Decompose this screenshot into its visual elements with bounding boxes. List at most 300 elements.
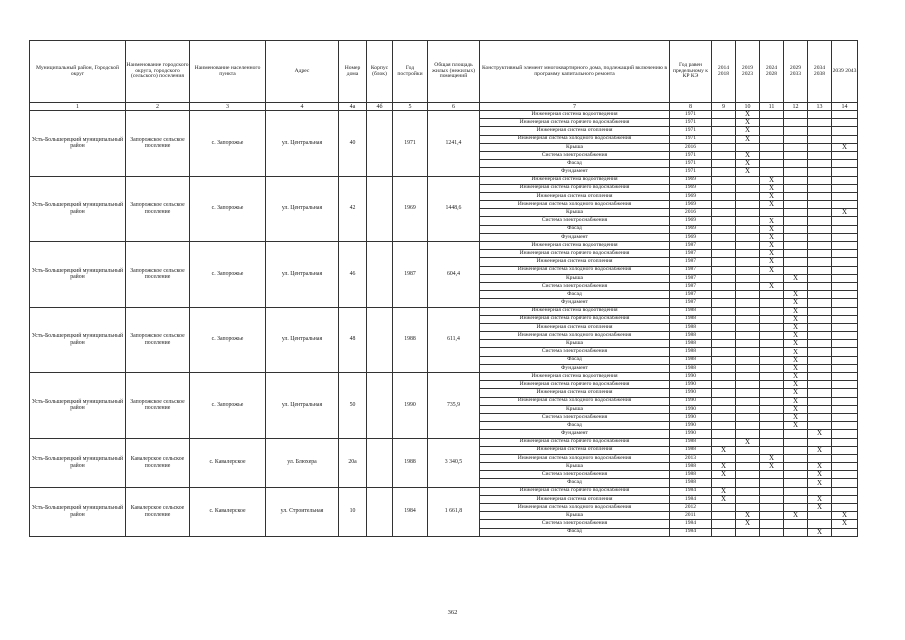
period-cell [712,250,736,258]
period-cell [832,315,858,323]
column-number: 4 [266,103,339,111]
period-cell [832,438,858,446]
period-cell [712,160,736,168]
element-year: 1969 [670,201,712,209]
element-year: 1988 [670,438,712,446]
element-name: Инженерная система горячего водоснабжения [480,438,670,446]
period-mark: X [760,225,784,233]
element-year: 2016 [670,209,712,217]
period-cell [760,430,784,438]
period-cell [808,111,832,119]
element-year: 1990 [670,381,712,389]
period-cell [760,479,784,487]
period-cell [712,135,736,143]
table-row [30,176,858,184]
period-cell [736,397,760,405]
period-cell [832,274,858,282]
period-cell [832,487,858,495]
period-cell [784,242,808,250]
period-cell [808,250,832,258]
period-cell [736,454,760,462]
building-street: ул. Блюхера [266,438,339,487]
building-district: Усть-Большерецкий муниципальный район [30,373,126,439]
element-year: 1971 [670,135,712,143]
period-cell [808,520,832,528]
element-year: 1988 [670,307,712,315]
element-year: 1971 [670,111,712,119]
capital-repair-table [29,40,858,537]
table-row [30,438,858,446]
period-cell [712,282,736,290]
period-mark: X [784,291,808,299]
building-locality: с. Запорожье [190,111,266,177]
column-header: Наименование городского округа, городского (сельского) поселения [126,41,190,103]
element-name: Система электроснабжения [480,151,670,159]
period-cell [832,111,858,119]
period-mark: X [736,438,760,446]
period-cell [760,274,784,282]
period-cell [832,250,858,258]
period-cell [808,413,832,421]
period-cell [808,282,832,290]
column-number: 14 [832,103,858,111]
element-name: Инженерная система горячего водоснабжения [480,381,670,389]
period-cell [736,422,760,430]
period-cell [736,323,760,331]
period-cell [736,282,760,290]
element-name: Фасад [480,356,670,364]
building-house: 42 [339,176,367,242]
element-year: 1987 [670,258,712,266]
column-header: 2014 2018 [712,41,736,103]
period-cell [736,258,760,266]
period-mark: X [712,446,736,454]
period-cell [736,430,760,438]
building-house: 50 [339,373,367,439]
element-name: Инженерная система отопления [480,323,670,331]
period-mark: X [784,373,808,381]
period-cell [736,487,760,495]
period-cell [832,282,858,290]
period-cell [736,242,760,250]
period-cell [712,397,736,405]
period-cell [736,266,760,274]
period-cell [808,233,832,241]
element-name: Фундамент [480,364,670,372]
period-cell [784,127,808,135]
period-cell [712,299,736,307]
period-mark: X [760,258,784,266]
period-mark: X [784,356,808,364]
period-cell [760,405,784,413]
column-number: 4а [339,103,367,111]
period-cell [712,512,736,520]
period-cell [736,332,760,340]
period-cell [808,454,832,462]
period-cell [736,299,760,307]
period-cell [760,160,784,168]
column-header: Наименование населенного пункта [190,41,266,103]
element-name: Фасад [480,528,670,536]
building-area: 3 340,5 [428,438,480,487]
element-year: 1984 [670,520,712,528]
column-number: 7 [480,103,670,111]
period-cell [808,119,832,127]
period-cell [736,356,760,364]
period-mark: X [784,315,808,323]
period-cell [736,446,760,454]
period-cell [736,291,760,299]
period-cell [736,389,760,397]
period-cell [712,454,736,462]
element-year: 1987 [670,291,712,299]
period-mark: X [832,520,858,528]
element-year: 1969 [670,184,712,192]
element-name: Инженерная система горячего водоснабжения [480,184,670,192]
period-cell [808,291,832,299]
period-mark: X [760,250,784,258]
period-cell [808,168,832,176]
period-cell [760,340,784,348]
period-cell [736,479,760,487]
building-block [367,242,393,308]
period-cell [808,242,832,250]
element-year: 1988 [670,364,712,372]
period-mark: X [808,495,832,503]
period-cell [832,495,858,503]
period-cell [712,315,736,323]
period-cell [736,274,760,282]
element-name: Инженерная система водоотведения [480,373,670,381]
period-cell [760,389,784,397]
element-name: Инженерная система горячего водоснабжения [480,315,670,323]
period-mark: X [784,332,808,340]
period-cell [784,438,808,446]
element-year: 1990 [670,405,712,413]
period-cell [784,201,808,209]
period-cell [784,495,808,503]
element-year: 1969 [670,192,712,200]
period-cell [832,217,858,225]
period-cell [712,217,736,225]
period-cell [784,446,808,454]
column-number: 1 [30,103,126,111]
period-cell [712,430,736,438]
period-cell [832,463,858,471]
period-cell [808,151,832,159]
period-cell [712,413,736,421]
element-name: Крыша [480,463,670,471]
column-number: 5 [393,103,428,111]
period-cell [736,463,760,471]
period-cell [736,233,760,241]
period-mark: X [832,143,858,151]
element-name: Фасад [480,479,670,487]
period-cell [784,504,808,512]
period-mark: X [760,217,784,225]
building-street: ул. Центральная [266,176,339,242]
period-mark: X [760,242,784,250]
period-mark: X [808,430,832,438]
period-cell [808,307,832,315]
period-cell [808,143,832,151]
period-cell [784,151,808,159]
element-year: 1969 [670,233,712,241]
building-area: 1241,4 [428,111,480,177]
building-street: ул. Центральная [266,307,339,373]
period-mark: X [736,160,760,168]
period-cell [760,119,784,127]
period-cell [808,323,832,331]
building-locality: с. Кавалерское [190,438,266,487]
period-mark: X [736,127,760,135]
period-cell [808,389,832,397]
period-cell [808,381,832,389]
period-mark: X [808,528,832,536]
period-mark: X [736,168,760,176]
period-mark: X [712,463,736,471]
element-name: Инженерная система холодного водоснабжения [480,266,670,274]
period-cell [760,332,784,340]
building-settlement: Запорожское сельское поселение [126,176,190,242]
element-year: 1987 [670,242,712,250]
element-year: 1987 [670,274,712,282]
period-cell [712,151,736,159]
element-name: Инженерная система водоотведения [480,307,670,315]
element-name: Инженерная система водоотведения [480,176,670,184]
period-cell [784,209,808,217]
period-cell [712,258,736,266]
building-locality: с. Запорожье [190,242,266,308]
building-street: ул. Центральная [266,242,339,308]
period-cell [736,192,760,200]
period-cell [832,430,858,438]
period-cell [832,160,858,168]
period-mark: X [784,364,808,372]
page-number: 362 [447,609,458,616]
element-name: Инженерная система холодного водоснабжения [480,504,670,512]
period-cell [760,168,784,176]
period-cell [712,266,736,274]
period-cell [832,504,858,512]
element-name: Инженерная система отопления [480,389,670,397]
period-cell [784,168,808,176]
period-cell [832,413,858,421]
period-cell [784,258,808,266]
period-cell [832,479,858,487]
period-cell [832,266,858,274]
period-mark: X [808,463,832,471]
period-cell [712,332,736,340]
period-cell [712,242,736,250]
element-year: 1969 [670,225,712,233]
period-cell [784,282,808,290]
building-street: ул. Центральная [266,111,339,177]
building-block [367,111,393,177]
element-name: Фасад [480,225,670,233]
period-cell [832,127,858,135]
period-cell [760,111,784,119]
period-cell [808,217,832,225]
building-district: Усть-Большерецкий муниципальный район [30,487,126,536]
period-cell [808,373,832,381]
column-header: Конструктивный элемент многоквартирного дома, подлежащий включению в программу капитального ремонта [480,41,670,103]
period-cell [712,176,736,184]
period-cell [712,201,736,209]
building-locality: с. Кавалерское [190,487,266,536]
period-cell [760,373,784,381]
period-cell [736,201,760,209]
period-cell [760,143,784,151]
period-mark: X [760,176,784,184]
period-cell [760,512,784,520]
period-cell [784,454,808,462]
column-header: Общая площадь жилых (нежилых) помещений [428,41,480,103]
period-cell [832,184,858,192]
period-cell [832,299,858,307]
element-name: Фасад [480,422,670,430]
element-year: 1990 [670,397,712,405]
period-mark: X [736,119,760,127]
period-mark: X [784,381,808,389]
period-cell [760,528,784,536]
period-cell [712,528,736,536]
element-name: Инженерная система холодного водоснабжения [480,397,670,405]
building-house: 48 [339,307,367,373]
element-name: Инженерная система водоотведения [480,111,670,119]
period-mark: X [808,504,832,512]
building-district: Усть-Большерецкий муниципальный район [30,307,126,373]
period-cell [736,217,760,225]
period-cell [712,356,736,364]
period-cell [784,135,808,143]
period-cell [832,151,858,159]
table-row [30,373,858,381]
element-year: 1988 [670,323,712,331]
period-cell [736,184,760,192]
element-name: Крыша [480,405,670,413]
period-cell [760,438,784,446]
element-year: 1988 [670,348,712,356]
period-cell [760,348,784,356]
period-mark: X [736,111,760,119]
period-cell [808,160,832,168]
period-mark: X [736,151,760,159]
column-header: Корпус (блок) [367,41,393,103]
period-mark: X [760,201,784,209]
column-number: 12 [784,103,808,111]
period-cell [832,201,858,209]
period-cell [832,528,858,536]
period-mark: X [712,495,736,503]
period-cell [712,381,736,389]
period-cell [712,373,736,381]
period-cell [784,217,808,225]
period-cell [832,397,858,405]
period-cell [832,192,858,200]
period-cell [784,479,808,487]
period-cell [736,340,760,348]
element-year: 2016 [670,143,712,151]
element-year: 1988 [670,315,712,323]
period-cell [736,225,760,233]
period-cell [808,405,832,413]
building-block [367,487,393,536]
building-area: 611,4 [428,307,480,373]
building-house: 40 [339,111,367,177]
period-cell [760,520,784,528]
element-name: Система электроснабжения [480,217,670,225]
period-cell [760,471,784,479]
element-year: 1971 [670,127,712,135]
period-cell [808,397,832,405]
period-cell [784,463,808,471]
period-cell [736,381,760,389]
period-cell [712,323,736,331]
building-settlement: Кавалерское сельское поселение [126,438,190,487]
period-cell [832,168,858,176]
column-number: 6 [428,103,480,111]
period-cell [832,454,858,462]
element-name: Инженерная система холодного водоснабжения [480,135,670,143]
period-cell [760,151,784,159]
period-cell [808,192,832,200]
period-cell [808,487,832,495]
period-mark: X [808,479,832,487]
building-settlement: Кавалерское сельское поселение [126,487,190,536]
element-name: Крыша [480,209,670,217]
element-year: 1969 [670,217,712,225]
period-cell [736,307,760,315]
element-year: 1987 [670,282,712,290]
period-cell [808,299,832,307]
table-row [30,242,858,250]
period-cell [784,487,808,495]
period-cell [712,143,736,151]
period-cell [832,135,858,143]
element-name: Система электроснабжения [480,348,670,356]
period-cell [712,111,736,119]
period-cell [712,168,736,176]
period-cell [736,528,760,536]
period-cell [736,209,760,217]
element-year: 2011 [670,512,712,520]
element-name: Система электроснабжения [480,520,670,528]
period-cell [808,512,832,520]
building-year: 1990 [393,373,428,439]
building-year: 1988 [393,307,428,373]
period-cell [712,119,736,127]
period-mark: X [760,463,784,471]
element-name: Инженерная система отопления [480,127,670,135]
period-mark: X [784,323,808,331]
building-settlement: Запорожское сельское поселение [126,111,190,177]
period-cell [832,225,858,233]
building-house: 20а [339,438,367,487]
table-body [30,111,858,537]
period-mark: X [760,192,784,200]
period-cell [760,504,784,512]
period-cell [832,340,858,348]
building-block [367,307,393,373]
period-cell [712,127,736,135]
period-mark: X [784,307,808,315]
period-cell [736,315,760,323]
period-cell [760,323,784,331]
element-year: 1987 [670,250,712,258]
period-cell [712,209,736,217]
period-mark: X [784,512,808,520]
